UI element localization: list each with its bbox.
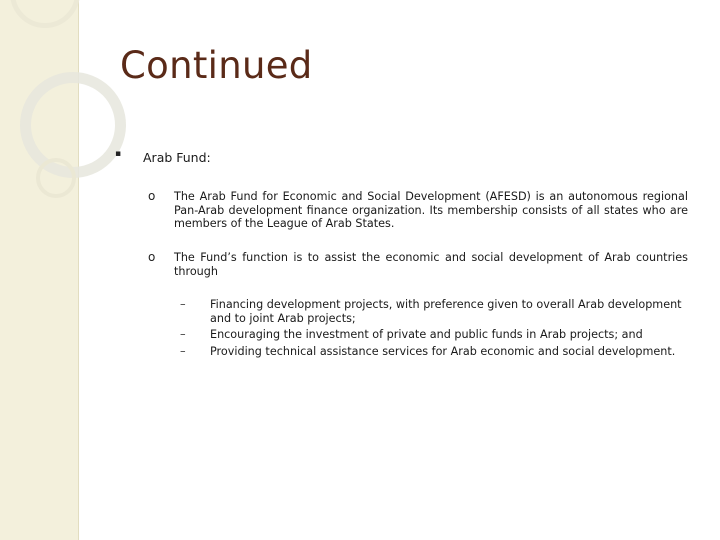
function-list	[180, 298, 688, 361]
slide-title: Continued	[120, 44, 313, 87]
square-bullet-icon: ▪	[115, 149, 122, 159]
list-item-text: Encouraging the investment of private and public funds in Arab projects; and	[210, 328, 643, 342]
circle-bullet-icon: o	[148, 250, 156, 264]
dash-bullet-icon: –	[180, 298, 186, 311]
list-item-text: Financing development projects, with preference given to overall Arab development and to joint Arab projects;	[210, 298, 682, 325]
list-item	[180, 298, 688, 325]
list-item	[180, 328, 688, 342]
list-item	[180, 345, 688, 359]
paragraph-afesd: The Arab Fund for Economic and Social Development (AFESD) is an autonomous regional Pan-Arab development finance organization. Its membership consists of all states who are members of the League of Arab States.	[174, 190, 688, 231]
list-item-text: Providing technical assistance services for Arab economic and social development.	[210, 344, 676, 358]
paragraph-function: The Fund’s function is to assist the economic and social development of Arab countries through	[174, 251, 688, 278]
decorative-ring-tiny	[36, 158, 76, 198]
dash-bullet-icon: –	[180, 344, 186, 358]
dash-bullet-icon: –	[180, 328, 186, 342]
circle-bullet-icon: o	[148, 189, 156, 203]
decorative-ring	[20, 72, 126, 178]
section-heading: Arab Fund:	[143, 150, 211, 165]
